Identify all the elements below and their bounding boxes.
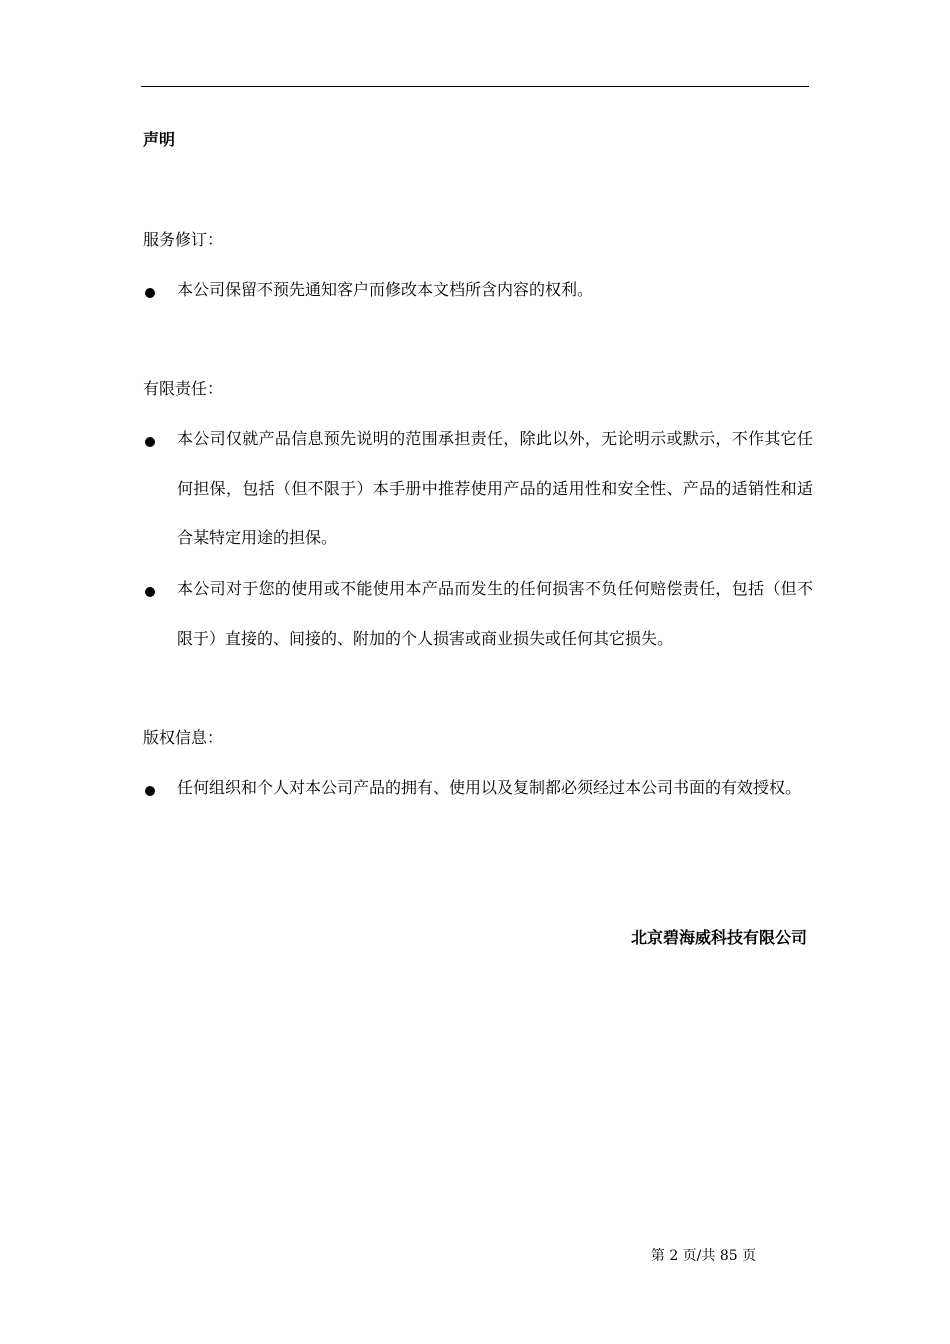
list-item-text: 本公司仅就产品信息预先说明的范围承担责任，除此以外，无论明示或默示，不作其它任何担保，包括（但不限于）本手册中推荐使用产品的适用性和安全性、产品的适销性和适合某特定用途的担保。: [177, 429, 813, 548]
page-number-footer: [640, 1246, 767, 1266]
page-footer-prefix: 第: [650, 1248, 670, 1264]
page-footer-middle: 页/共: [678, 1248, 720, 1264]
current-page-number: 2: [669, 1248, 679, 1264]
list-item-text: 本公司保留不预先通知客户而修改本文档所含内容的权利。: [177, 280, 594, 299]
section-heading-service-revision: 服务修订：: [143, 230, 224, 249]
header-rule: [141, 86, 809, 87]
bullet-icon: [145, 288, 155, 298]
list-item-text: 任何组织和个人对本公司产品的拥有、使用以及复制都必须经过本公司书面的有效授权。: [177, 778, 802, 797]
bullet-icon: [145, 437, 155, 447]
page-title: 声明: [143, 130, 176, 149]
section-heading-limited-liability: 有限责任：: [143, 379, 224, 398]
bullet-icon: [145, 587, 155, 597]
bullet-icon: [145, 786, 155, 796]
total-page-count: 85: [719, 1248, 738, 1264]
company-name: 北京碧海威科技有限公司: [630, 928, 807, 947]
page-footer-suffix: 页: [737, 1248, 757, 1264]
section-heading-copyright: 版权信息：: [143, 728, 224, 747]
list-item-text: 本公司对于您的使用或不能使用本产品而发生的任何损害不负任何赔偿责任，包括（但不限于）直接的、间接的、附加的个人损害或商业损失或任何其它损失。: [177, 579, 813, 648]
